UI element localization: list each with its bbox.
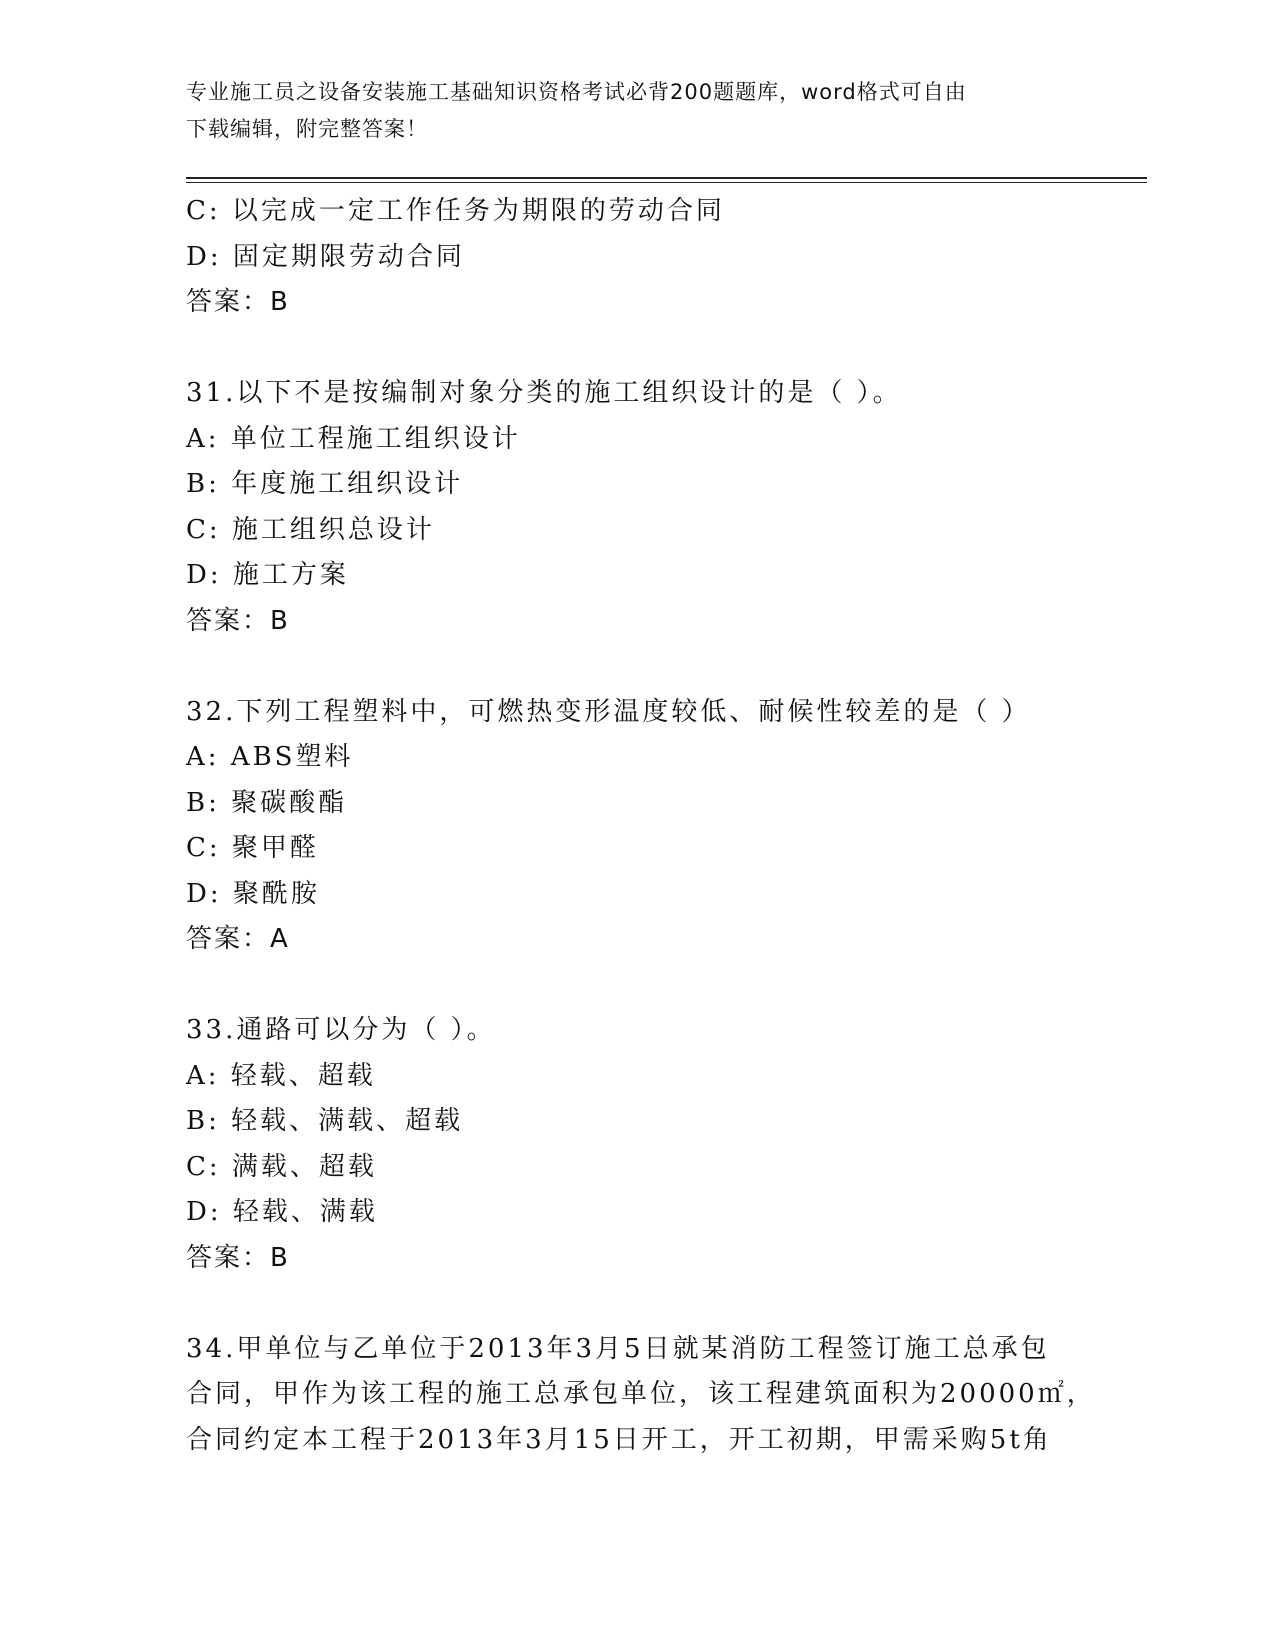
document-header: [186, 74, 1066, 148]
question-stem-line-1: 34.甲单位与乙单位于2013年3月5日就某消防工程签订施工总承包: [186, 1333, 1050, 1364]
option-a: A: 轻载、超载: [186, 1060, 376, 1091]
answer-line: 答案：B: [186, 1242, 290, 1273]
question-34: [186, 1327, 1096, 1464]
header-divider-thin: [186, 182, 1147, 183]
header-line-2: 下载编辑，附完整答案！: [186, 117, 428, 141]
answer-line: 答案：B: [186, 287, 290, 317]
question-31: [186, 371, 1086, 644]
question-stem-line-3: 合同约定本工程于2013年3月15日开工，开工初期，甲需采购5t角: [186, 1424, 1052, 1455]
option-b: B: 聚碳酸酯: [186, 787, 348, 818]
header-divider-thick: [186, 177, 1147, 179]
option-c: C: 以完成一定工作任务为期限的劳动合同: [186, 196, 725, 226]
question-30-tail: [186, 189, 1086, 326]
answer-line: 答案：A: [186, 924, 290, 954]
question-33: [186, 1008, 1086, 1281]
option-d: D: 聚酰胺: [186, 878, 320, 909]
answer-line: 答案：B: [186, 605, 290, 636]
option-a: A: 单位工程施工组织设计: [186, 423, 521, 454]
option-a: A: ABS塑料: [186, 742, 354, 772]
option-d: D: 轻载、满载: [186, 1197, 378, 1227]
question-stem-line-2: 合同，甲作为该工程的施工总承包单位，该工程建筑面积为20000㎡，: [186, 1379, 1096, 1409]
option-c: C: 施工组织总设计: [186, 514, 435, 545]
option-c: C: 聚甲醛: [186, 833, 319, 863]
option-c: C: 满载、超载: [186, 1151, 377, 1182]
question-stem: 31.以下不是按编制对象分类的施工组织设计的是（ ）。: [186, 378, 902, 408]
question-stem: 33.通路可以分为（ ）。: [186, 1015, 496, 1045]
question-list: [186, 189, 1096, 1463]
question-32: [186, 690, 1086, 963]
option-d: D: 施工方案: [186, 560, 349, 590]
option-b: B: 年度施工组织设计: [186, 469, 464, 499]
header-line-1: 专业施工员之设备安装施工基础知识资格考试必背200题题库，word格式可自由: [186, 80, 967, 104]
question-stem: 32.下列工程塑料中，可燃热变形温度较低、耐候性较差的是（ ）: [186, 696, 1031, 727]
option-d: D: 固定期限劳动合同: [186, 241, 465, 272]
option-b: B: 轻载、满载、超载: [186, 1106, 464, 1136]
